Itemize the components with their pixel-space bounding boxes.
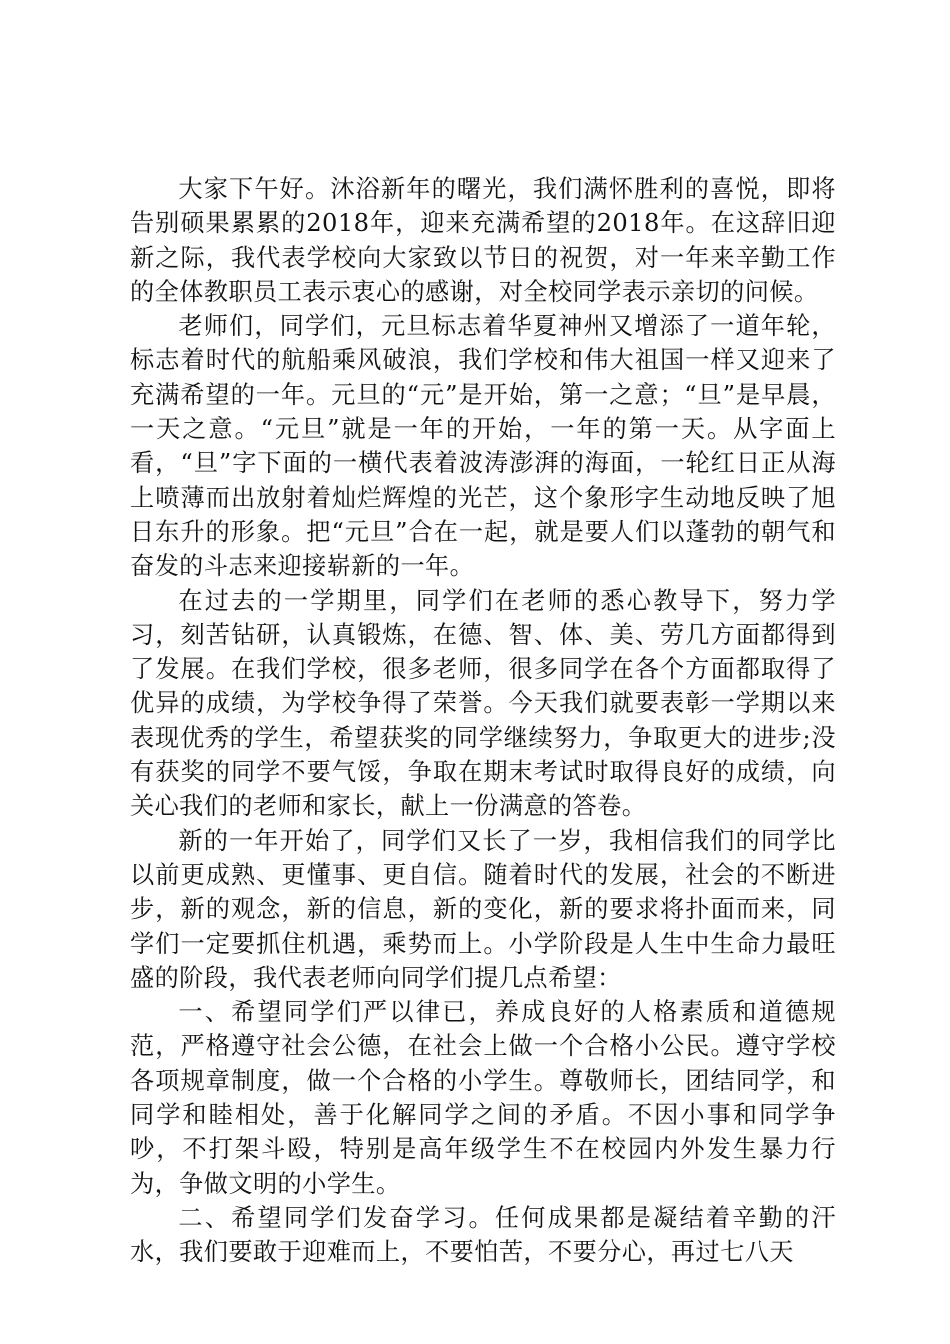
paragraph-hope-two: 二、希望同学们发奋学习。任何成果都是凝结着辛勤的汗水，我们要敢于迎难而上，不要怕苦，不要分心，再过七八天 [130,1203,836,1267]
paragraph-greeting: 大家下午好。沐浴新年的曙光，我们满怀胜利的喜悦，即将告别硕果累累的2018年，迎来充满希望的2018年。在这辞旧迎新之际，我代表学校向大家致以节日的祝贺，对一年来辛勤工作的全体教职员工表示衷心的感谢，对全校同学表示亲切的问候。 [130,175,836,306]
paragraph-new-year-meaning: 老师们，同学们，元旦标志着华夏神州又增添了一道年轮，标志着时代的航船乘风破浪，我们学校和伟大祖国一样又迎来了充满希望的一年。元旦的“元”是开始，第一之意；“旦”是早晨，一天之意。“元旦”就是一年的开始，一年的第一天。从字面上看，“旦”字下面的一横代表着波涛澎湃的海面，一轮红日正从海上喷薄而出放射着灿烂辉煌的光芒，这个象形字生动地反映了旭日东升的形象。把“元旦”合在一起，就是要人们以蓬勃的朝气和奋发的斗志来迎接崭新的一年。 [130,312,836,581]
paragraph-hope-one: 一、希望同学们严以律已，养成良好的人格素质和道德规范，严格遵守社会公德，在社会上做一个合格小公民。遵守学校各项规章制度，做一个合格的小学生。尊敬师长，团结同学，和同学和睦相处，善于化解同学之间的矛盾。不因小事和同学争吵，不打架斗殴，特别是高年级学生不在校园内外发生暴力行为，争做文明的小学生。 [130,998,836,1198]
paragraph-past-semester: 在过去的一学期里，同学们在老师的悉心教导下，努力学习，刻苦钻研，认真锻炼，在德、智、体、美、劳几方面都得到了发展。在我们学校，很多老师，很多同学在各个方面都取得了优异的成绩，为学校争得了荣誉。今天我们就要表彰一学期以来表现优秀的学生，希望获奖的同学继续努力，争取更大的进步;没有获奖的同学不要气馁，争取在期末考试时取得良好的成绩，向关心我们的老师和家长，献上一份满意的答卷。 [130,586,836,821]
paragraph-new-year-hopes: 新的一年开始了，同学们又长了一岁，我相信我们的同学比以前更成熟、更懂事、更自信。随着时代的发展，社会的不断进步，新的观念，新的信息，新的变化，新的要求将扑面而来，同学们一定要抓住机遇，乘势而上。小学阶段是人生中生命力最旺盛的阶段，我代表老师向同学们提几点希望： [130,826,836,992]
document-body [130,172,836,1270]
